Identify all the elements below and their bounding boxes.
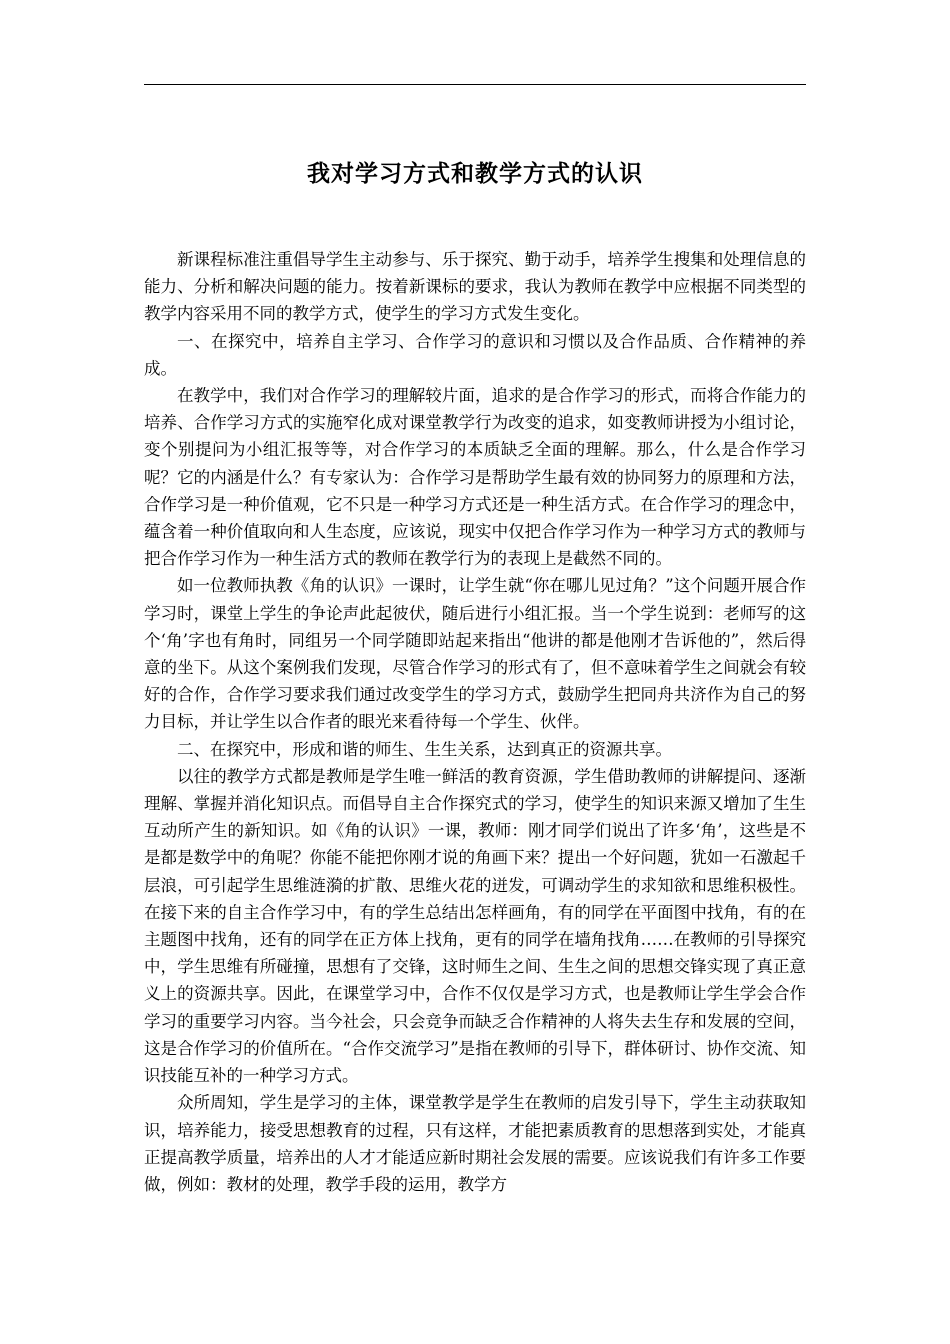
section-heading-2: 二、在探究中，形成和谐的师生、生生关系，达到真正的资源共享。: [177, 739, 672, 759]
document-body: [144, 246, 806, 1198]
header-rule: [144, 84, 806, 85]
paragraph-intro: 新课程标准注重倡导学生主动参与、乐于探究、勤于动手，培养学生搜集和处理信息的能力、分析和解决问题的能力。按着新课标的要求，我认为教师在教学中应根据不同类型的教学内容采用不同的教学方式，使学生的学习方式发生变化。: [144, 250, 806, 324]
paragraph-resource-sharing: 以往的教学方式都是教师是学生唯一鲜活的教育资源，学生借助教师的讲解提问、逐渐理解、掌握并消化知识点。而倡导自主合作探究式的学习，使学生的知识来源又增加了生生互动所产生的新知识。如《角的认识》一课，教师：刚才同学们说出了许多‘角’，这些是不是都是数学中的角呢？你能不能把你刚才说的角画下来？提出一个好问题，犹如一石激起千层浪，可引起学生思维涟漪的扩散、思维火花的迸发，可调动学生的求知欲和思维积极性。在接下来的自主合作学习中，有的学生总结出怎样画角，有的同学在平面图中找角，有的在主题图中找角，还有的同学在正方体上找角，更有的同学在墙角找角……在教师的引导探究中，学生思维有所碰撞，思想有了交锋，这时师生之间、生生之间的思想交锋实现了真正意义上的资源共享。因此，在课堂学习中，合作不仅仅是学习方式，也是教师让学生学会合作学习的重要学习内容。当今社会，只会竞争而缺乏合作精神的人将失去生存和发展的空间，这是合作学习的价值所在。“合作交流学习”是指在教师的引导下，群体研讨、协作交流、知识技能互补的一种学习方式。: [144, 766, 806, 1086]
document-title: 我对学习方式和教学方式的认识: [307, 161, 643, 187]
paragraph-case-example: 如一位教师执教《角的认识》一课时，让学生就“你在哪儿见过角？”这个问题开展合作学习时，课堂上学生的争论声此起彼伏，随后进行小组汇报。当一个学生说到：老师写的这个‘角’字也有角时，同组另一个同学随即站起来指出“他讲的都是他刚才告诉他的”，然后得意的坐下。从这个案例我们发现，尽管合作学习的形式有了，但不意味着学生之间就会有较好的合作，合作学习要求我们通过改变学生的学习方式，鼓励学生把同舟共济作为自己的努力目标，并让学生以合作者的眼光来看待每一个学生、伙伴。: [144, 576, 806, 732]
section-heading-1: 一、在探究中，培养自主学习、合作学习的意识和习惯以及合作品质、合作精神的养成。: [144, 331, 806, 378]
paragraph-student-subject: 众所周知，学生是学习的主体，课堂教学是学生在教师的启发引导下，学生主动获取知识，培养能力，接受思想教育的过程，只有这样，才能把素质教育的思想落到实处，才能真正提高教学质量，培养出的人才才能适应新时期社会发展的需要。应该说我们有许多工作要做，例如：教材的处理，教学手段的运用，教学方: [144, 1093, 806, 1194]
paragraph-cooperative-learning: 在教学中，我们对合作学习的理解较片面，追求的是合作学习的形式，而将合作能力的培养、合作学习方式的实施窄化成对课堂教学行为改变的追求，如变教师讲授为小组讨论，变个别提问为小组汇报等等，对合作学习的本质缺乏全面的理解。那么，什么是合作学习呢？它的内涵是什么？有专家认为：合作学习是帮助学生最有效的协同努力的原理和方法，合作学习是一种价值观，它不只是一种学习方式还是一种生活方式。在合作学习的理念中，蕴含着一种价值取向和人生态度，应该说，现实中仅把合作学习作为一种学习方式的教师与把合作学习作为一种生活方式的教师在教学行为的表现上是截然不同的。: [144, 386, 806, 569]
